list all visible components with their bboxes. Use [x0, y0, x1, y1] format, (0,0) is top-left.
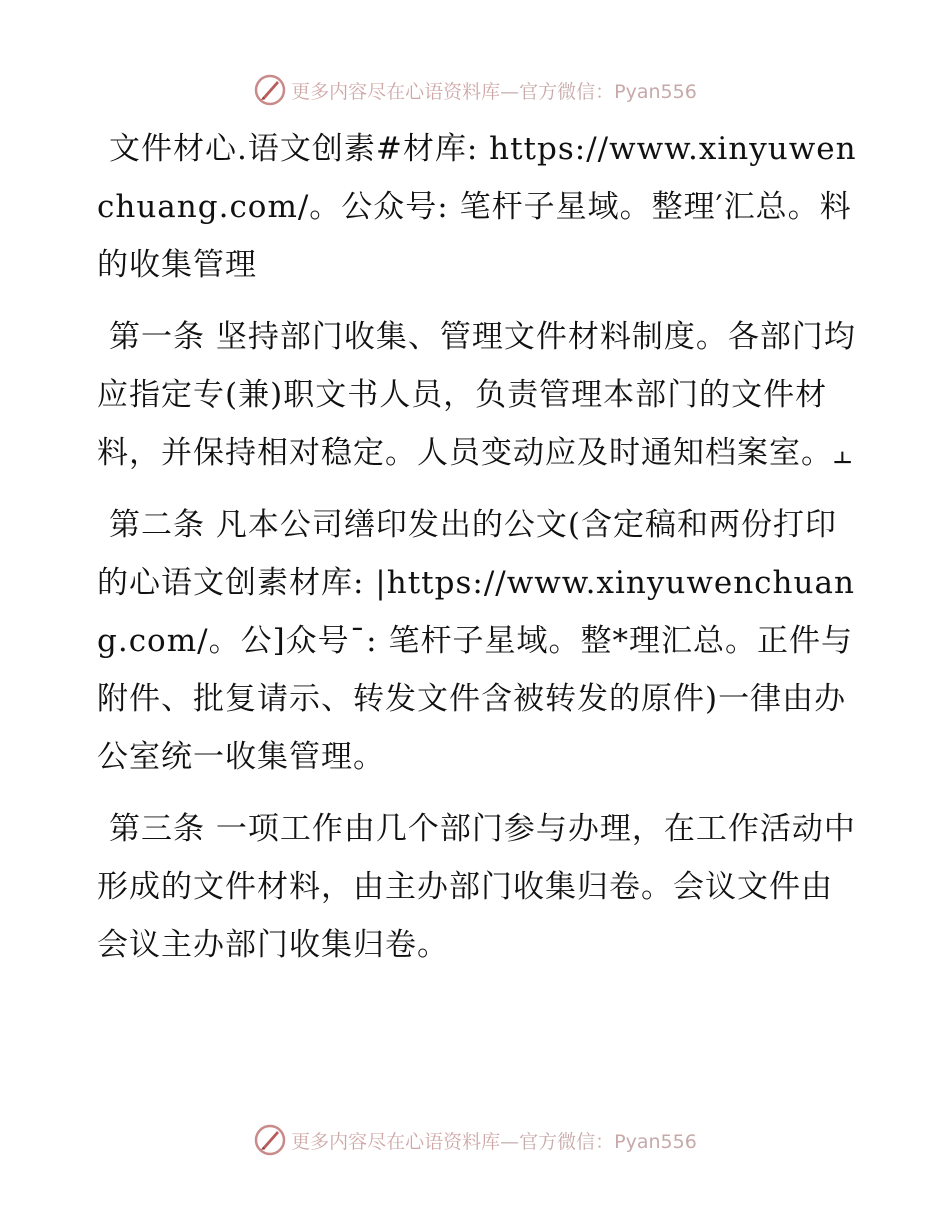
banner-text — [291, 77, 697, 104]
banner-brand-text: 更多内容尽在心语资料库 — [291, 80, 501, 103]
footer-separator: — — [500, 1130, 520, 1153]
footer-wechat-text: 官方微信：Pyan556 — [519, 1130, 697, 1153]
banner-wechat-text: 官方微信：Pyan556 — [519, 80, 697, 103]
paragraph-article-2-text: 第二条 凡本公司缮印发出的公文(含定稿和两份打印的心语文创素材库: |https://www.xinyuwenchuang.com/。公]众号¯: 笔杆子星域。整*理汇总。正件与附件、批复请示、转发文件含被转发的原件)一律由办公室统一收集管理。 — [97, 507, 855, 775]
paragraph-intro — [97, 120, 857, 294]
quill-logo-icon — [253, 73, 287, 107]
header-banner — [0, 70, 950, 110]
document-body — [97, 120, 857, 974]
quill-logo-icon — [253, 1123, 287, 1157]
paragraph-intro-text: 文件材心.语文创素#材库: https://www.xinyuwenchuang.com/。公众号: 笔杆子星域。整理′汇总。料的收集管理 — [97, 131, 857, 283]
paragraph-article-1-text: 第一条 坚持部门收集、管理文件材料制度。各部门均应指定专(兼)职文书人员，负责管理本部门的文件材料，并保持相对稳定。人员变动应及时通知档案室。⫠ — [97, 319, 856, 471]
footer-banner — [0, 1120, 950, 1160]
footer-banner-text — [291, 1127, 697, 1154]
paragraph-article-3 — [97, 800, 857, 974]
banner-separator: — — [500, 80, 520, 103]
footer-brand-text: 更多内容尽在心语资料库 — [291, 1130, 501, 1153]
paragraph-article-3-text: 第三条 一项工作由几个部门参与办理，在工作活动中形成的文件材料，由主办部门收集归卷。会议文件由会议主办部门收集归卷。 — [97, 811, 856, 963]
paragraph-article-2 — [97, 496, 857, 786]
paragraph-article-1 — [97, 308, 857, 482]
